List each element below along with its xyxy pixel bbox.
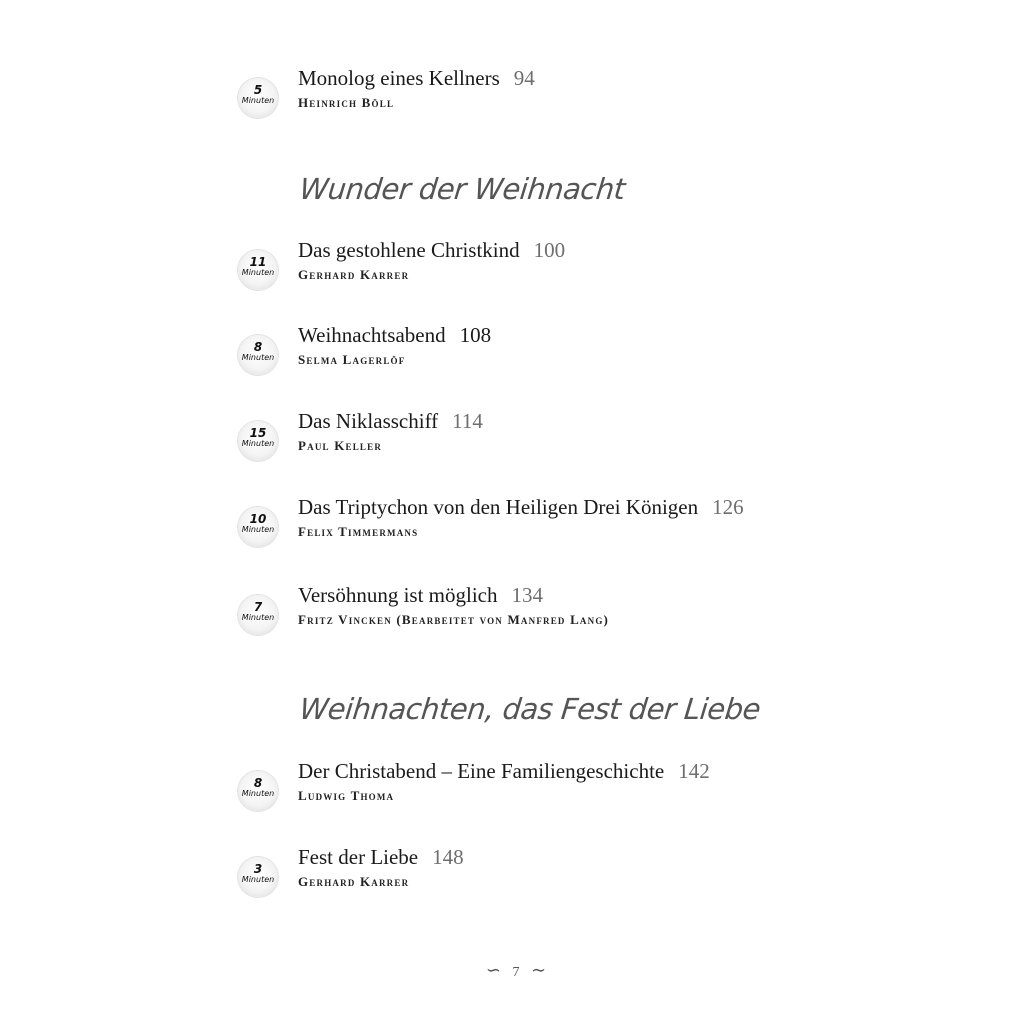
ornament-right-icon: ∼ [531,960,547,980]
story-author: Gerhard Karrer [298,874,410,889]
folio-number: 7 [512,965,520,980]
page-number: 134 [511,583,543,607]
story-title-line [298,238,565,263]
reading-time-badge [238,595,278,635]
reading-unit: Minuten [241,268,275,277]
section-heading: Wunder der Weihnacht [298,172,627,206]
story-title-line [298,495,744,520]
story-title-line [298,409,483,434]
reading-time-badge [238,857,278,897]
reading-unit: Minuten [241,439,275,448]
reading-time-badge [238,507,278,547]
reading-time-badge [238,78,278,118]
story-title-line [298,66,535,91]
page-number: 142 [678,759,710,783]
reading-time-badge [238,335,278,375]
reading-minutes: 5 [253,83,263,97]
story-title: Das Niklasschiff [298,409,439,433]
reading-minutes: 11 [249,255,267,269]
story-author: Selma Lagerlöf [298,352,406,367]
story-title-line [298,845,464,870]
reading-unit: Minuten [241,353,275,362]
story-author: Felix Timmermans [298,524,419,539]
reading-unit: Minuten [241,789,275,798]
reading-time-badge [238,250,278,290]
story-author: Heinrich Böll [298,95,395,110]
reading-unit: Minuten [241,525,275,534]
reading-minutes: 8 [253,776,263,790]
reading-minutes: 15 [249,426,267,440]
reading-minutes: 8 [253,340,263,354]
page-number: 126 [712,495,744,519]
page-number: 94 [513,66,535,90]
story-title: Weihnachtsabend [298,323,446,347]
page-number: 100 [533,238,566,262]
section-heading: Weihnachten, das Fest der Liebe [298,692,762,726]
reading-unit: Minuten [241,875,275,884]
story-title-line [298,583,543,608]
page-number: 114 [452,409,483,433]
story-author: Gerhard Karrer [298,267,410,282]
story-title: Das gestohlene Christkind [298,238,520,262]
story-author: Fritz Vincken (Bearbeitet von Manfred Lang) [298,612,610,627]
reading-time-badge [238,771,278,811]
page-footer [480,960,552,981]
reading-minutes: 3 [253,862,263,876]
story-title: Fest der Liebe [298,845,419,869]
reading-minutes: 7 [253,600,263,614]
story-title-line [298,323,491,348]
reading-unit: Minuten [241,96,275,105]
story-title: Der Christabend – Eine Familiengeschichte [298,759,665,783]
story-title-line [298,759,710,784]
story-author: Ludwig Thoma [298,788,395,803]
page-number: 148 [432,845,464,869]
story-title: Monolog eines Kellners [298,66,500,90]
reading-unit: Minuten [241,613,275,622]
story-author: Paul Keller [298,438,383,453]
page-number: 108 [459,323,492,347]
ornament-left-icon: ∽ [485,960,501,980]
story-title: Versöhnung ist möglich [298,583,498,607]
reading-minutes: 10 [249,512,267,526]
story-title: Das Triptychon von den Heiligen Drei Königen [298,495,699,519]
reading-time-badge [238,421,278,461]
